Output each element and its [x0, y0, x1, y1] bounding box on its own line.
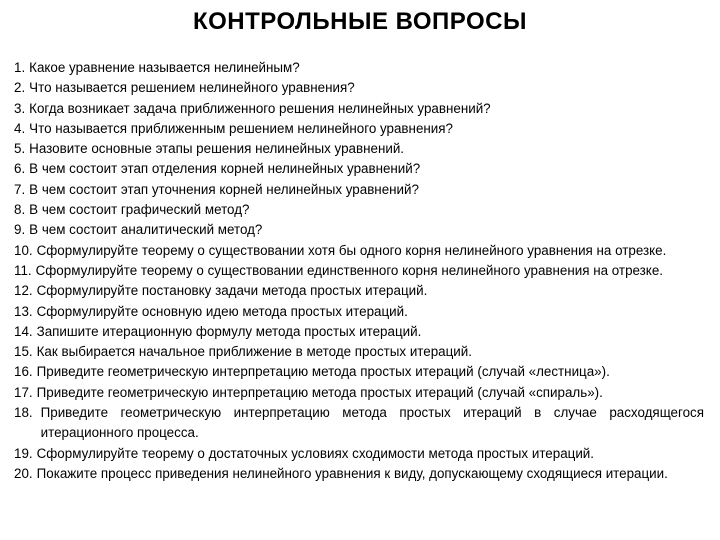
list-item [14, 403, 704, 444]
question-text: Что называется решением нелинейного уравнения? [29, 80, 355, 96]
question-text: Назовите основные этапы решения нелинейных уравнений. [29, 141, 405, 157]
question-text: Приведите геометрическую интерпретацию метода простых итераций (случай «лестница»). [36, 364, 610, 380]
list-item [14, 139, 704, 159]
question-text: Сформулируйте теорему о достаточных условиях сходимости метода простых итераций. [36, 445, 595, 461]
list-item [14, 444, 704, 464]
list-item [14, 241, 704, 261]
question-number: 13. [14, 303, 33, 319]
question-text: Как выбирается начальное приближение в методе простых итераций. [36, 344, 472, 360]
question-number: 17. [14, 384, 33, 400]
question-text: В чем состоит графический метод? [29, 202, 250, 218]
question-number: 11. [14, 262, 32, 278]
question-text: Когда возникает задача приближенного решения нелинейных уравнений? [29, 100, 491, 116]
question-text: Приведите геометрическую интерпретацию метода простых итераций в случае расходящегося итерационного процесса. [40, 405, 704, 441]
question-text: Запишите итерационную формулу метода простых итераций. [36, 323, 422, 339]
question-text: В чем состоит этап уточнения корней нелинейных уравнений? [29, 181, 419, 197]
page-title: КОНТРОЛЬНЫЕ ВОПРОСЫ [192, 8, 527, 35]
question-text: Приведите геометрическую интерпретацию метода простых итераций (случай «спираль»). [36, 384, 603, 400]
question-text: В чем состоит этап отделения корней нелинейных уравнений? [29, 161, 421, 177]
list-item [14, 159, 704, 179]
question-text: В чем состоит аналитический метод? [29, 222, 263, 238]
list-item [14, 342, 704, 362]
question-text: Что называется приближенным решением нелинейного уравнения? [29, 120, 453, 136]
list-item [14, 464, 704, 484]
list-item [14, 383, 704, 403]
list-item [14, 302, 704, 322]
list-item [14, 78, 704, 98]
question-number: 3. [14, 100, 26, 116]
list-item [14, 58, 704, 78]
list-item [14, 99, 704, 119]
question-text: Какое уравнение называется нелинейным? [29, 60, 300, 75]
question-number: 9. [14, 222, 26, 238]
question-number: 4. [14, 120, 26, 136]
list-item [14, 220, 704, 240]
question-number: 5. [14, 141, 26, 157]
question-number: 8. [14, 202, 26, 218]
list-item [14, 261, 704, 281]
question-number: 20. [14, 465, 33, 481]
question-text: Сформулируйте постановку задачи метода простых итераций. [36, 283, 428, 299]
question-number: 2. [14, 80, 26, 96]
question-number: 10. [14, 242, 33, 258]
question-text: Покажите процесс приведения нелинейного уравнения к виду, допускающему сходящиеся итерации. [36, 465, 668, 481]
list-item [14, 119, 704, 139]
question-text: Сформулируйте теорему о существовании единственного корня нелинейного уравнения на отрезке. [35, 262, 663, 278]
list-item [14, 322, 704, 342]
question-text: Сформулируйте теорему о существовании хотя бы одного корня нелинейного уравнения на отрезке. [36, 242, 667, 258]
list-item [14, 200, 704, 220]
question-number: 16. [14, 364, 33, 380]
question-number: 6. [14, 161, 26, 177]
question-number: 1. [14, 60, 26, 75]
list-item [14, 362, 704, 382]
question-number: 15. [14, 344, 33, 360]
question-number: 12. [14, 283, 33, 299]
list-item [14, 180, 704, 200]
list-item [14, 281, 704, 301]
question-number: 7. [14, 181, 26, 197]
question-number: 14. [14, 323, 33, 339]
question-text: Сформулируйте основную идею метода простых итераций. [36, 303, 408, 319]
questions-list [14, 58, 704, 484]
question-number: 19. [14, 445, 33, 461]
question-number: 18. [14, 405, 33, 421]
